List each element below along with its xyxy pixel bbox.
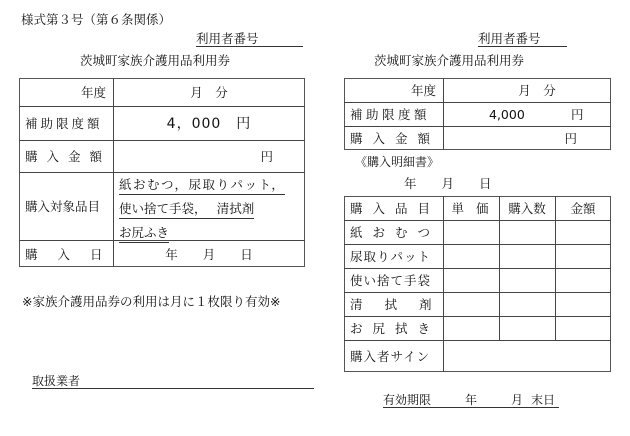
expiry-label: 有効期限 [383,393,432,407]
header-unit-price: 単価 [451,201,501,216]
right-purchase-amount-label: 購入金額 [350,131,441,146]
purchase-amount-field[interactable]: 円 [260,149,273,164]
usage-notice: ※家族介護用品券の利用は月に１枚限り有効※ [22,294,281,309]
subsidy-limit-label: 補助限度額 [25,116,103,131]
left-user-number-label: 利用者番号 [196,32,303,47]
right-subsidy-limit-label: 補助限度額 [350,107,431,122]
header-item: 購入品目 [350,201,441,216]
right-subsidy-limit-value [443,102,611,126]
item-row-label: 尿取りパット [350,249,432,264]
purchase-amount-label: 購入金額 [25,149,112,164]
expiry-line [383,393,559,408]
left-voucher-title: 茨城町家族介護用品利用券 [80,53,231,68]
month-field[interactable]: 月 分 [190,85,228,100]
right-voucher-title: 茨城町家族介護用品利用券 [374,53,525,68]
eligible-items-label: 購入対象品目 [25,199,101,214]
expiry-year[interactable]: 年 [465,393,478,407]
right-month-field[interactable]: 月 分 [518,83,556,98]
item-row-label: 紙おむつ [350,225,441,240]
detail-title: 《購入明細書》 [355,155,440,169]
signature-label: 購入者サイン [350,349,431,364]
header-quantity: 購入数 [508,201,546,216]
right-purchase-amount-field[interactable]: 円 [564,131,577,146]
purchase-date-field[interactable]: 年 月 日 [165,246,253,262]
form-number: 様式第３号（第６条関係） [21,12,172,27]
signature-field[interactable] [443,340,611,372]
vendor-field[interactable] [32,374,314,389]
right-user-number-label: 利用者番号 [478,32,567,47]
yen-unit: 円 [571,107,584,122]
expiry-end: 末日 [531,393,556,407]
eligible-items-list [119,174,285,246]
subsidy-amount: 4,000 [489,106,525,122]
fiscal-year-label: 年度 [80,85,106,100]
detail-date-field[interactable]: 年 月 日 [404,176,492,191]
expiry-month[interactable]: 月 [511,393,524,407]
eligible-item-line: 紙おむつ，尿取りパット， [119,176,285,195]
eligible-item-line: 使い捨て手袋， 清拭剤 [119,200,254,219]
item-row-label: 清拭剤 [350,297,454,312]
header-amount: 金額 [570,201,596,216]
eligible-item-line: お尻ふき [119,224,169,243]
purchase-date-label: 購入日 [25,246,123,262]
subsidy-limit-value: 4，000 円 [166,116,252,132]
item-row-label: 使い捨て手袋 [350,273,432,288]
vendor-label: 取扱業者 [32,374,81,388]
right-fiscal-year-label: 年度 [410,83,436,98]
item-row-label: お尻拭き [350,321,441,336]
